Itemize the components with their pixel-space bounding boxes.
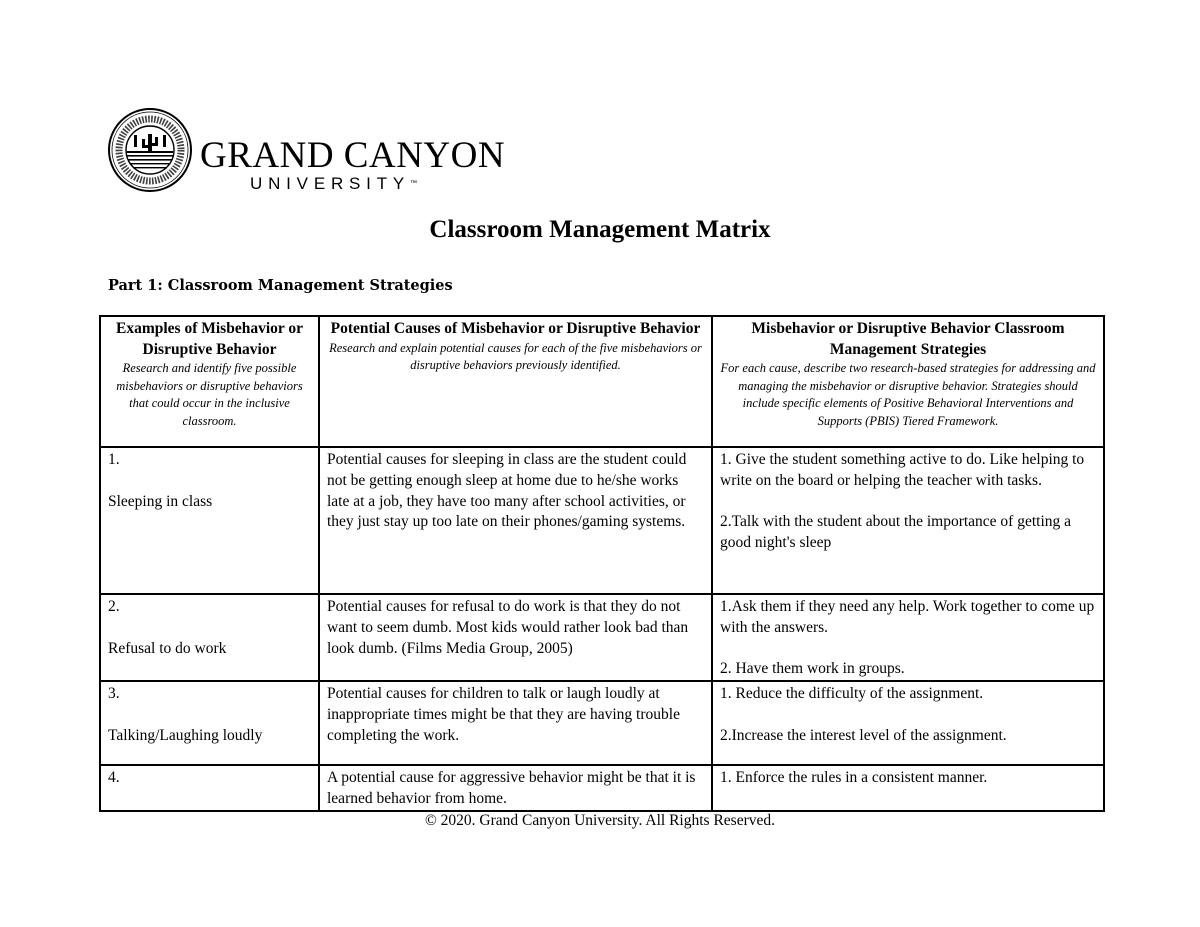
university-seal-icon bbox=[107, 107, 193, 193]
row-number: 2. bbox=[108, 598, 120, 615]
header-cell-causes bbox=[319, 316, 712, 447]
logo-subtitle: UNIVERSITY™ bbox=[250, 174, 418, 193]
cause-cell bbox=[319, 594, 712, 681]
row-number: 3. bbox=[108, 685, 120, 703]
strategy-cell bbox=[712, 447, 1104, 594]
strategy-two: 2.Increase the interest level of the assignment. bbox=[720, 726, 1007, 744]
behavior-cell bbox=[100, 447, 319, 594]
header-description: Research and identify five possible misbehaviors or disruptive behaviors that could occur in the inclusive classroom. bbox=[116, 361, 303, 428]
copyright-footer: © 2020. Grand Canyon University. All Rights Reserved. bbox=[424, 812, 775, 829]
strategy-one: 1. Enforce the rules in a consistent manner. bbox=[720, 769, 988, 787]
behavior-text: Sleeping in class bbox=[108, 492, 213, 510]
strategy-one: 1. Give the student something active to do. Like helping to write on the board or helping the teacher with tasks. bbox=[720, 451, 1085, 489]
strategy-one: 1.Ask them if they need any help. Work together to come up with the answers. bbox=[720, 598, 1095, 636]
header-description: For each cause, describe two research-based strategies for addressing and managing the misbehavior or disruptive behavior. Strategies should include specific elements of Positive Behavioral Interventions and Supports (PBIS) Tiered Framework. bbox=[720, 361, 1096, 428]
header-title: Potential Causes of Misbehavior or Disruptive Behavior bbox=[330, 320, 701, 337]
document-title: Classroom Management Matrix bbox=[429, 216, 771, 243]
strategy-two: 2.Talk with the student about the importance of getting a good night's sleep bbox=[720, 513, 1072, 552]
table-row bbox=[100, 681, 1104, 765]
cause-text: Potential causes for children to talk or laugh loudly at inappropriate times might be that they are having trouble completing the work. bbox=[327, 685, 680, 744]
behavior-cell bbox=[100, 681, 319, 765]
behavior-cell bbox=[100, 765, 319, 811]
cause-cell bbox=[319, 765, 712, 811]
behavior-text: Talking/Laughing loudly bbox=[108, 726, 263, 744]
classroom-management-matrix bbox=[99, 315, 1105, 812]
behavior-text: Refusal to do work bbox=[108, 639, 227, 657]
strategy-two: 2. Have them work in groups. bbox=[720, 660, 905, 678]
header-description: Research and explain potential causes for each of the five misbehaviors or disruptive behaviors previously identified. bbox=[329, 340, 702, 372]
header-cell-misbehavior bbox=[100, 316, 319, 447]
cause-text: A potential cause for aggressive behavior might be that it is learned behavior from home. bbox=[327, 769, 696, 807]
strategy-cell bbox=[712, 765, 1104, 811]
header-title: Misbehavior or Disruptive Behavior Classroom Management Strategies bbox=[751, 320, 1065, 358]
cause-text: Potential causes for refusal to do work is that they do not want to seem dumb. Most kids would rather look bad than look dumb. (Films Media Group, 2005) bbox=[327, 598, 689, 657]
header-cell-strategies bbox=[712, 316, 1104, 447]
cause-cell bbox=[319, 447, 712, 594]
cause-text: Potential causes for sleeping in class are the student could not be getting enough sleep at home due to he/she works late at a job, they have too many after school activities, or they just stay up too late on their phones/gaming systems. bbox=[327, 451, 687, 531]
strategy-one: 1. Reduce the difficulty of the assignment. bbox=[720, 685, 984, 703]
strategy-cell bbox=[712, 594, 1104, 681]
table-row bbox=[100, 594, 1104, 681]
row-number: 1. bbox=[108, 451, 120, 468]
logo-wordmark: GRAND CANYON bbox=[200, 135, 506, 176]
strategy-cell bbox=[712, 681, 1104, 765]
header-title: Examples of Misbehavior or Disruptive Behavior bbox=[116, 320, 303, 358]
cause-cell bbox=[319, 681, 712, 765]
gcu-logo bbox=[107, 107, 506, 193]
table-row bbox=[100, 447, 1104, 594]
behavior-cell bbox=[100, 594, 319, 681]
table-header-row bbox=[100, 316, 1104, 447]
table-row bbox=[100, 765, 1104, 811]
part-heading: Part 1: Classroom Management Strategies bbox=[108, 277, 453, 294]
row-number: 4. bbox=[108, 769, 120, 787]
